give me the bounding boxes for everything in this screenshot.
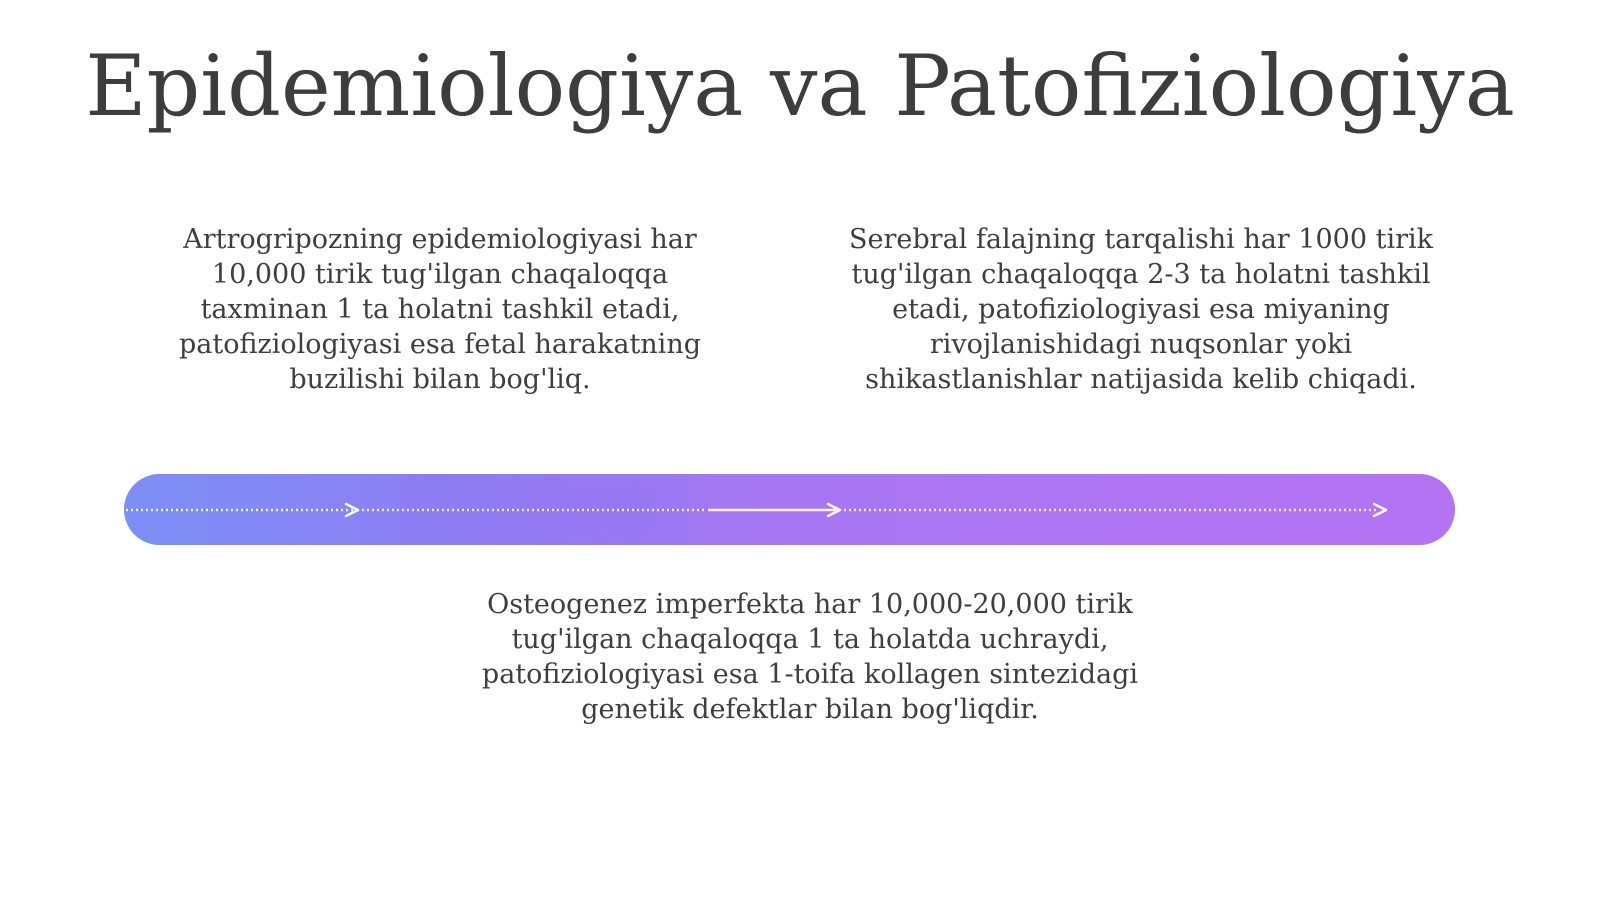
timeline-bar bbox=[124, 474, 1455, 545]
timeline-arrows bbox=[124, 474, 1455, 545]
text-block-osteogenesis-imperfecta: Osteogenez imperfekta har 10,000-20,000 tirik tug'ilgan chaqaloqqa 1 ta holatda uchraydi, patofiziologiyasi esa 1-toifa kollagen sintezidagi genetik defektlar bilan bog'liqdir. bbox=[481, 589, 1139, 725]
text-block-arthrogryposis: Artrogripozning epidemiologiyasi har 10,000 tirik tug'ilgan chaqaloqqa taxminan 1 ta holatni tashkil etadi, patofiziologiyasi esa fetal harakatning buzilishi bilan bog'liq. bbox=[179, 224, 701, 395]
text-block-cerebral-palsy: Serebral falajning tarqalishi har 1000 tirik tug'ilgan chaqaloqqa 2-3 ta holatni tashkil etadi, patofiziologiyasi esa miyaning rivojlanishidagi nuqsonlar yoki shikastlanishlar natijasida kelib chiqadi. bbox=[849, 224, 1433, 395]
slide-title: Epidemiologiya va Patofiziologiya bbox=[85, 37, 1515, 135]
